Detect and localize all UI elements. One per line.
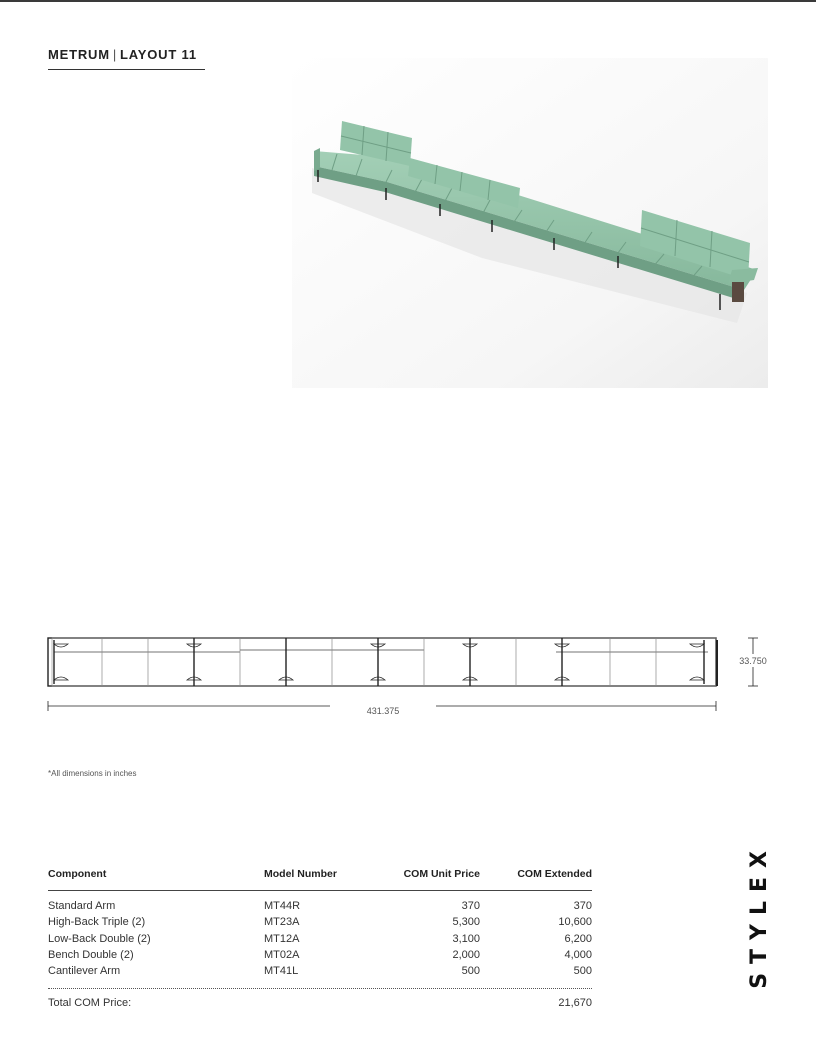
table-row xyxy=(48,965,592,981)
top-border xyxy=(0,0,816,2)
model-cell: MT02A xyxy=(264,948,300,961)
dimensions-note: *All dimensions in inches xyxy=(48,769,137,778)
model-cell: MT44R xyxy=(264,900,301,912)
model-cell: MT23A xyxy=(264,916,300,929)
total-row xyxy=(48,997,592,1013)
depth-dimension: 33.750 xyxy=(739,656,767,666)
extended-cell: 4,000 xyxy=(564,948,592,961)
table-row xyxy=(48,916,592,932)
header-extended: COM Extended xyxy=(517,868,592,880)
unit-price-cell: 2,000 xyxy=(452,948,480,961)
unit-price-cell: 370 xyxy=(461,900,480,912)
model-cell: MT41L xyxy=(264,965,299,978)
total-label: Total COM Price: xyxy=(48,997,132,1010)
width-dimension: 431.375 xyxy=(366,706,400,716)
table-row xyxy=(48,900,592,916)
extended-cell: 10,600 xyxy=(558,916,592,929)
brand-logo: STYLEX xyxy=(747,842,772,989)
layout-name: LAYOUT 11 xyxy=(120,47,197,62)
header-model: Model Number xyxy=(264,868,337,880)
title-underline xyxy=(48,69,205,70)
total-divider xyxy=(48,988,592,989)
component-cell: Standard Arm xyxy=(48,900,116,912)
sofa-render-image xyxy=(292,58,768,388)
extended-cell: 6,200 xyxy=(564,932,592,945)
unit-price-cell: 500 xyxy=(461,965,480,978)
title-separator: | xyxy=(112,47,118,62)
product-name: METRUM xyxy=(48,47,110,62)
unit-price-cell: 3,100 xyxy=(452,932,480,945)
component-cell: Low-Back Double (2) xyxy=(48,932,151,945)
total-value: 21,670 xyxy=(558,997,592,1010)
price-table xyxy=(48,868,592,1013)
component-cell: High-Back Triple (2) xyxy=(48,916,146,929)
extended-cell: 500 xyxy=(573,965,592,978)
component-cell: Bench Double (2) xyxy=(48,948,134,961)
extended-cell: 370 xyxy=(573,900,592,912)
page-title xyxy=(48,47,197,62)
header-component: Component xyxy=(48,868,107,880)
component-cell: Cantilever Arm xyxy=(48,965,121,978)
table-row xyxy=(48,949,592,965)
unit-price-cell: 5,300 xyxy=(452,916,480,929)
plan-view-drawing xyxy=(40,626,780,726)
table-row xyxy=(48,933,592,949)
table-header xyxy=(48,868,592,891)
header-unit-price: COM Unit Price xyxy=(403,868,480,880)
model-cell: MT12A xyxy=(264,932,300,945)
